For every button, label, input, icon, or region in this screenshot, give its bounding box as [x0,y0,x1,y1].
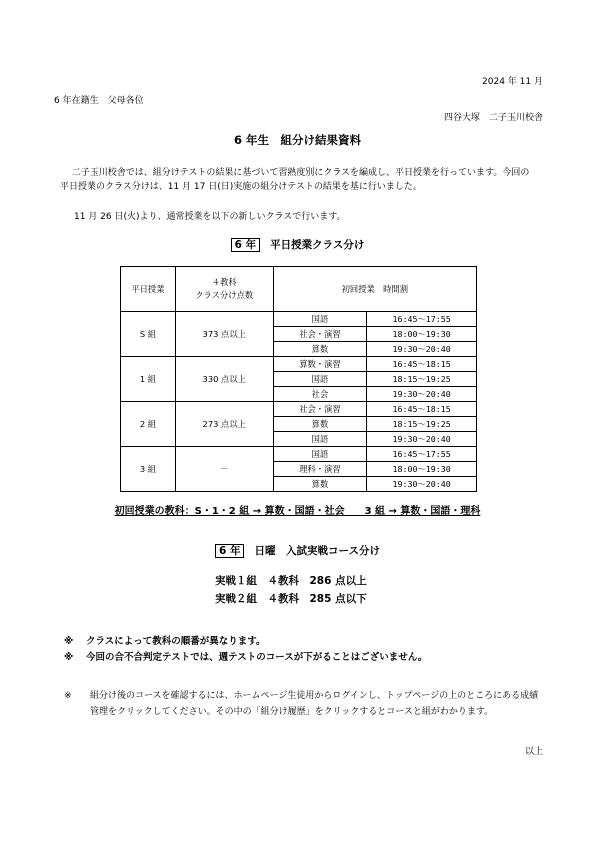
jissen-course-1: 実戦１組 ４教科 286 点以上 [215,575,367,587]
time-cell: 19:30～20:40 [367,342,477,357]
howto-text: 組分け後のコースを確認するには、ホームページ生徒用からログインし、トップページの上のところにある成績管理をクリックしてください。その中の「組分け履歴」をクリックするとコースと組がわかります。 [90,691,539,717]
note-mark: ※ [64,691,72,701]
score-cell: 330 点以上 [175,357,273,402]
subject-cell: 社会・演習 [273,327,367,342]
subject-cell: 国語 [273,447,367,462]
subject-cell: 算数 [273,417,367,432]
table-row [121,402,477,417]
subject-cell: 算数 [273,342,367,357]
note-text: クラスによって教科の順番が異なります。 [86,636,266,647]
note-item [64,649,427,663]
class-name-cell: 1 組 [121,357,176,402]
start-notice: 11 月 26 日(火)より、通常授業を以下の新しいクラスで行います。 [74,212,346,222]
grade-label: 6 年 [215,544,244,558]
document-date: 2024 年 11 月 [482,77,543,87]
table-row [121,312,477,327]
page-title: 6 年生 組分け結果資料 [233,133,361,147]
howto-paragraph [64,688,544,720]
table-header-row [121,267,477,312]
time-cell: 16:45～17:55 [367,312,477,327]
class-table [120,266,477,492]
addressee: 6 年在籍生 父母各位 [54,96,144,106]
subject-cell: 国語 [273,312,367,327]
note-text: 今回の合不合判定テストでは、週テストのコースが下がることはございません。 [86,652,428,663]
time-cell: 19:30～20:40 [367,387,477,402]
score-cell: － [175,447,273,492]
subject-cell: 社会 [273,387,367,402]
time-cell: 16:45～18:15 [367,357,477,372]
header-timetable: 初回授業 時間割 [273,267,476,312]
subject-cell: 国語 [273,432,367,447]
score-cell: 273 点以上 [175,402,273,447]
subject-cell: 社会・演習 [273,402,367,417]
time-cell: 19:30～20:40 [367,432,477,447]
table-row [121,357,477,372]
section-title: 平日授業クラス分け [270,239,365,251]
grade-label: 6 年 [231,238,260,252]
subject-cell: 算数 [273,477,367,492]
section-heading-sunday [0,543,595,558]
score-cell: 373 点以上 [175,312,273,357]
time-cell: 18:15～19:25 [367,417,477,432]
school-name: 四谷大塚 二子玉川校舎 [443,113,543,123]
header-score: ４教科 クラス分け点数 [175,267,273,312]
intro-paragraph: 二子玉川校舎では、組分けテストの結果に基づいて習熟度別にクラスを編成し、平日授業を行っています。今回の平日授業のクラス分けは、11 月 17 日(日)実施の組分けテストの結果を基に行いました。 [60,168,530,192]
time-cell: 16:45～17:55 [367,447,477,462]
subject-cell: 算数・演習 [273,357,367,372]
table-row [121,447,477,462]
time-cell: 18:00～19:30 [367,327,477,342]
note-mark: ※ [64,652,74,663]
note-item [64,633,265,647]
header-weekday-class: 平日授業 [121,267,176,312]
section-heading-weekday [0,237,595,252]
closing-mark: 以上 [524,747,543,757]
time-cell: 16:45～18:15 [367,402,477,417]
first-lesson-summary: 初回授業の教科：S・1・2 組 → 算数・国語・社会 3 組 → 算数・国語・理科 [114,506,481,517]
class-name-cell: 2 組 [121,402,176,447]
time-cell: 18:00～19:30 [367,462,477,477]
class-name-cell: 3 組 [121,447,176,492]
section-title: 日曜 入試実戦コース分け [254,545,380,557]
time-cell: 18:15～19:25 [367,372,477,387]
class-name-cell: S 組 [121,312,176,357]
subject-cell: 国語 [273,372,367,387]
time-cell: 19:30～20:40 [367,477,477,492]
jissen-course-2: 実戦２組 ４教科 285 点以下 [215,593,367,605]
subject-cell: 理科・演習 [273,462,367,477]
note-mark: ※ [64,636,74,647]
